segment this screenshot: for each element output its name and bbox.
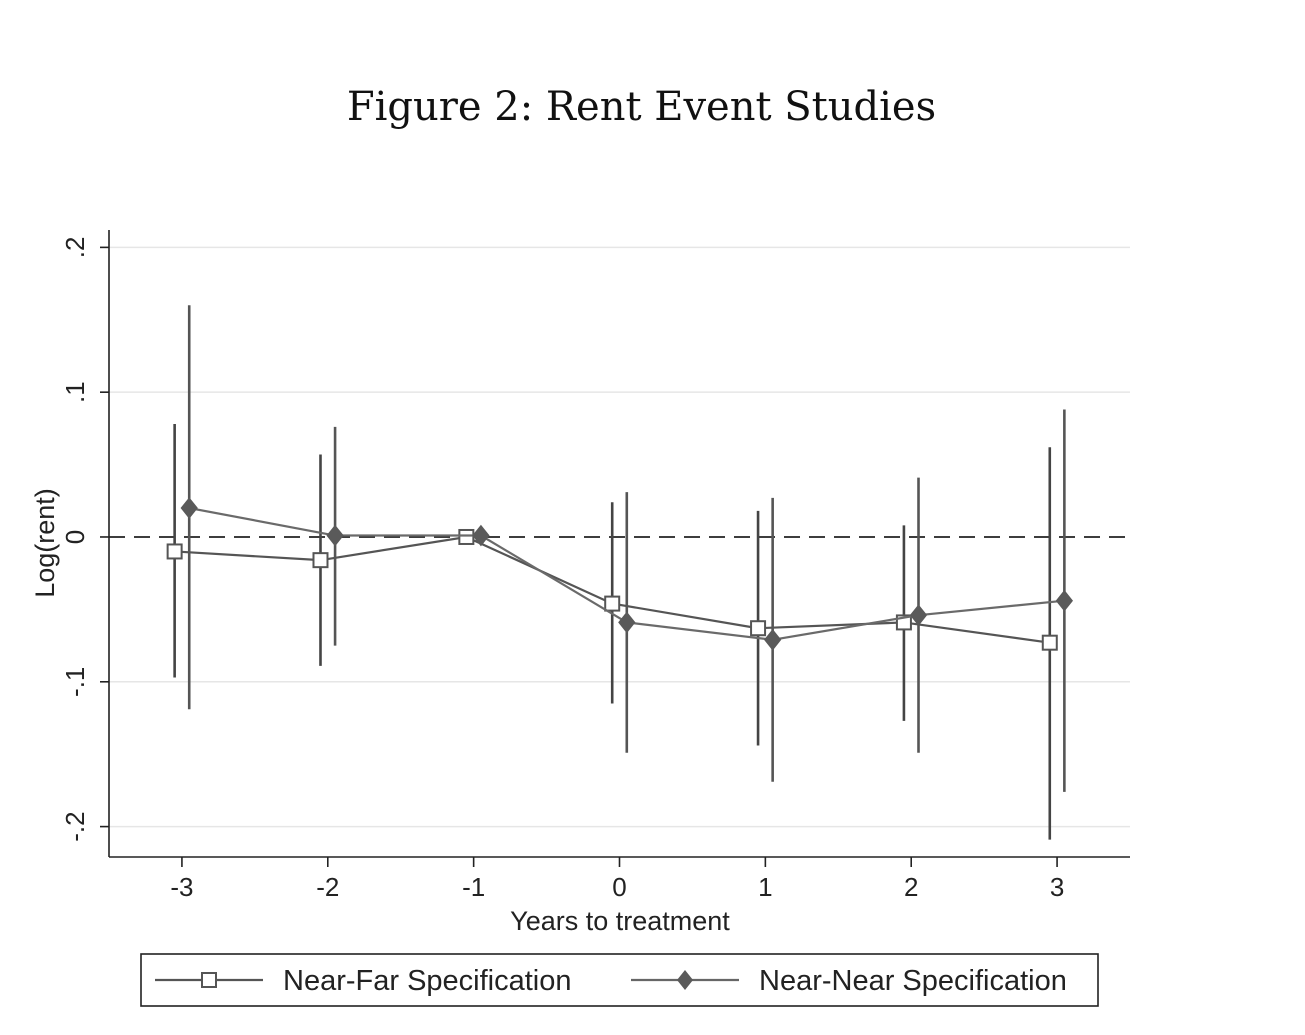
marker-diamond <box>1056 591 1072 611</box>
y-tick-label: 0 <box>60 529 90 545</box>
x-tick-label: -2 <box>316 872 340 902</box>
y-tick-label: .1 <box>60 381 90 404</box>
axes <box>30 230 1130 936</box>
marker-diamond <box>473 526 489 546</box>
marker-square <box>751 621 765 635</box>
x-axis-title: Years to treatment <box>510 906 730 936</box>
marker-square <box>605 597 619 611</box>
marker-diamond <box>911 605 927 625</box>
figure-title: Figure 2: Rent Event Studies <box>346 84 937 130</box>
marker-square <box>1043 636 1057 650</box>
marker-square <box>168 544 182 558</box>
x-tick-label: -1 <box>462 872 486 902</box>
series-layer <box>168 305 1073 839</box>
legend-marker-square <box>202 973 216 987</box>
legend-label-near-far: Near-Far Specification <box>283 965 572 997</box>
marker-square <box>313 553 327 567</box>
y-tick-label: -.2 <box>60 811 90 842</box>
x-tick-label: 2 <box>903 872 919 902</box>
marker-diamond <box>327 526 343 546</box>
marker-diamond <box>765 630 781 650</box>
y-tick-label: -.1 <box>60 666 90 697</box>
y-axis-title: Log(rent) <box>30 488 60 598</box>
series-near-near <box>181 305 1072 792</box>
x-tick-label: 0 <box>612 872 627 902</box>
y-tick-label: .2 <box>60 236 90 259</box>
marker-diamond <box>619 612 635 632</box>
x-tick-label: 1 <box>758 872 773 902</box>
legend-label-near-near: Near-Near Specification <box>759 965 1067 997</box>
marker-diamond <box>181 498 197 518</box>
series-near-far <box>168 424 1057 840</box>
legend <box>141 954 1098 1006</box>
x-tick-label: 3 <box>1049 872 1065 902</box>
x-tick-label: -3 <box>170 872 194 902</box>
marker-square <box>459 530 473 544</box>
